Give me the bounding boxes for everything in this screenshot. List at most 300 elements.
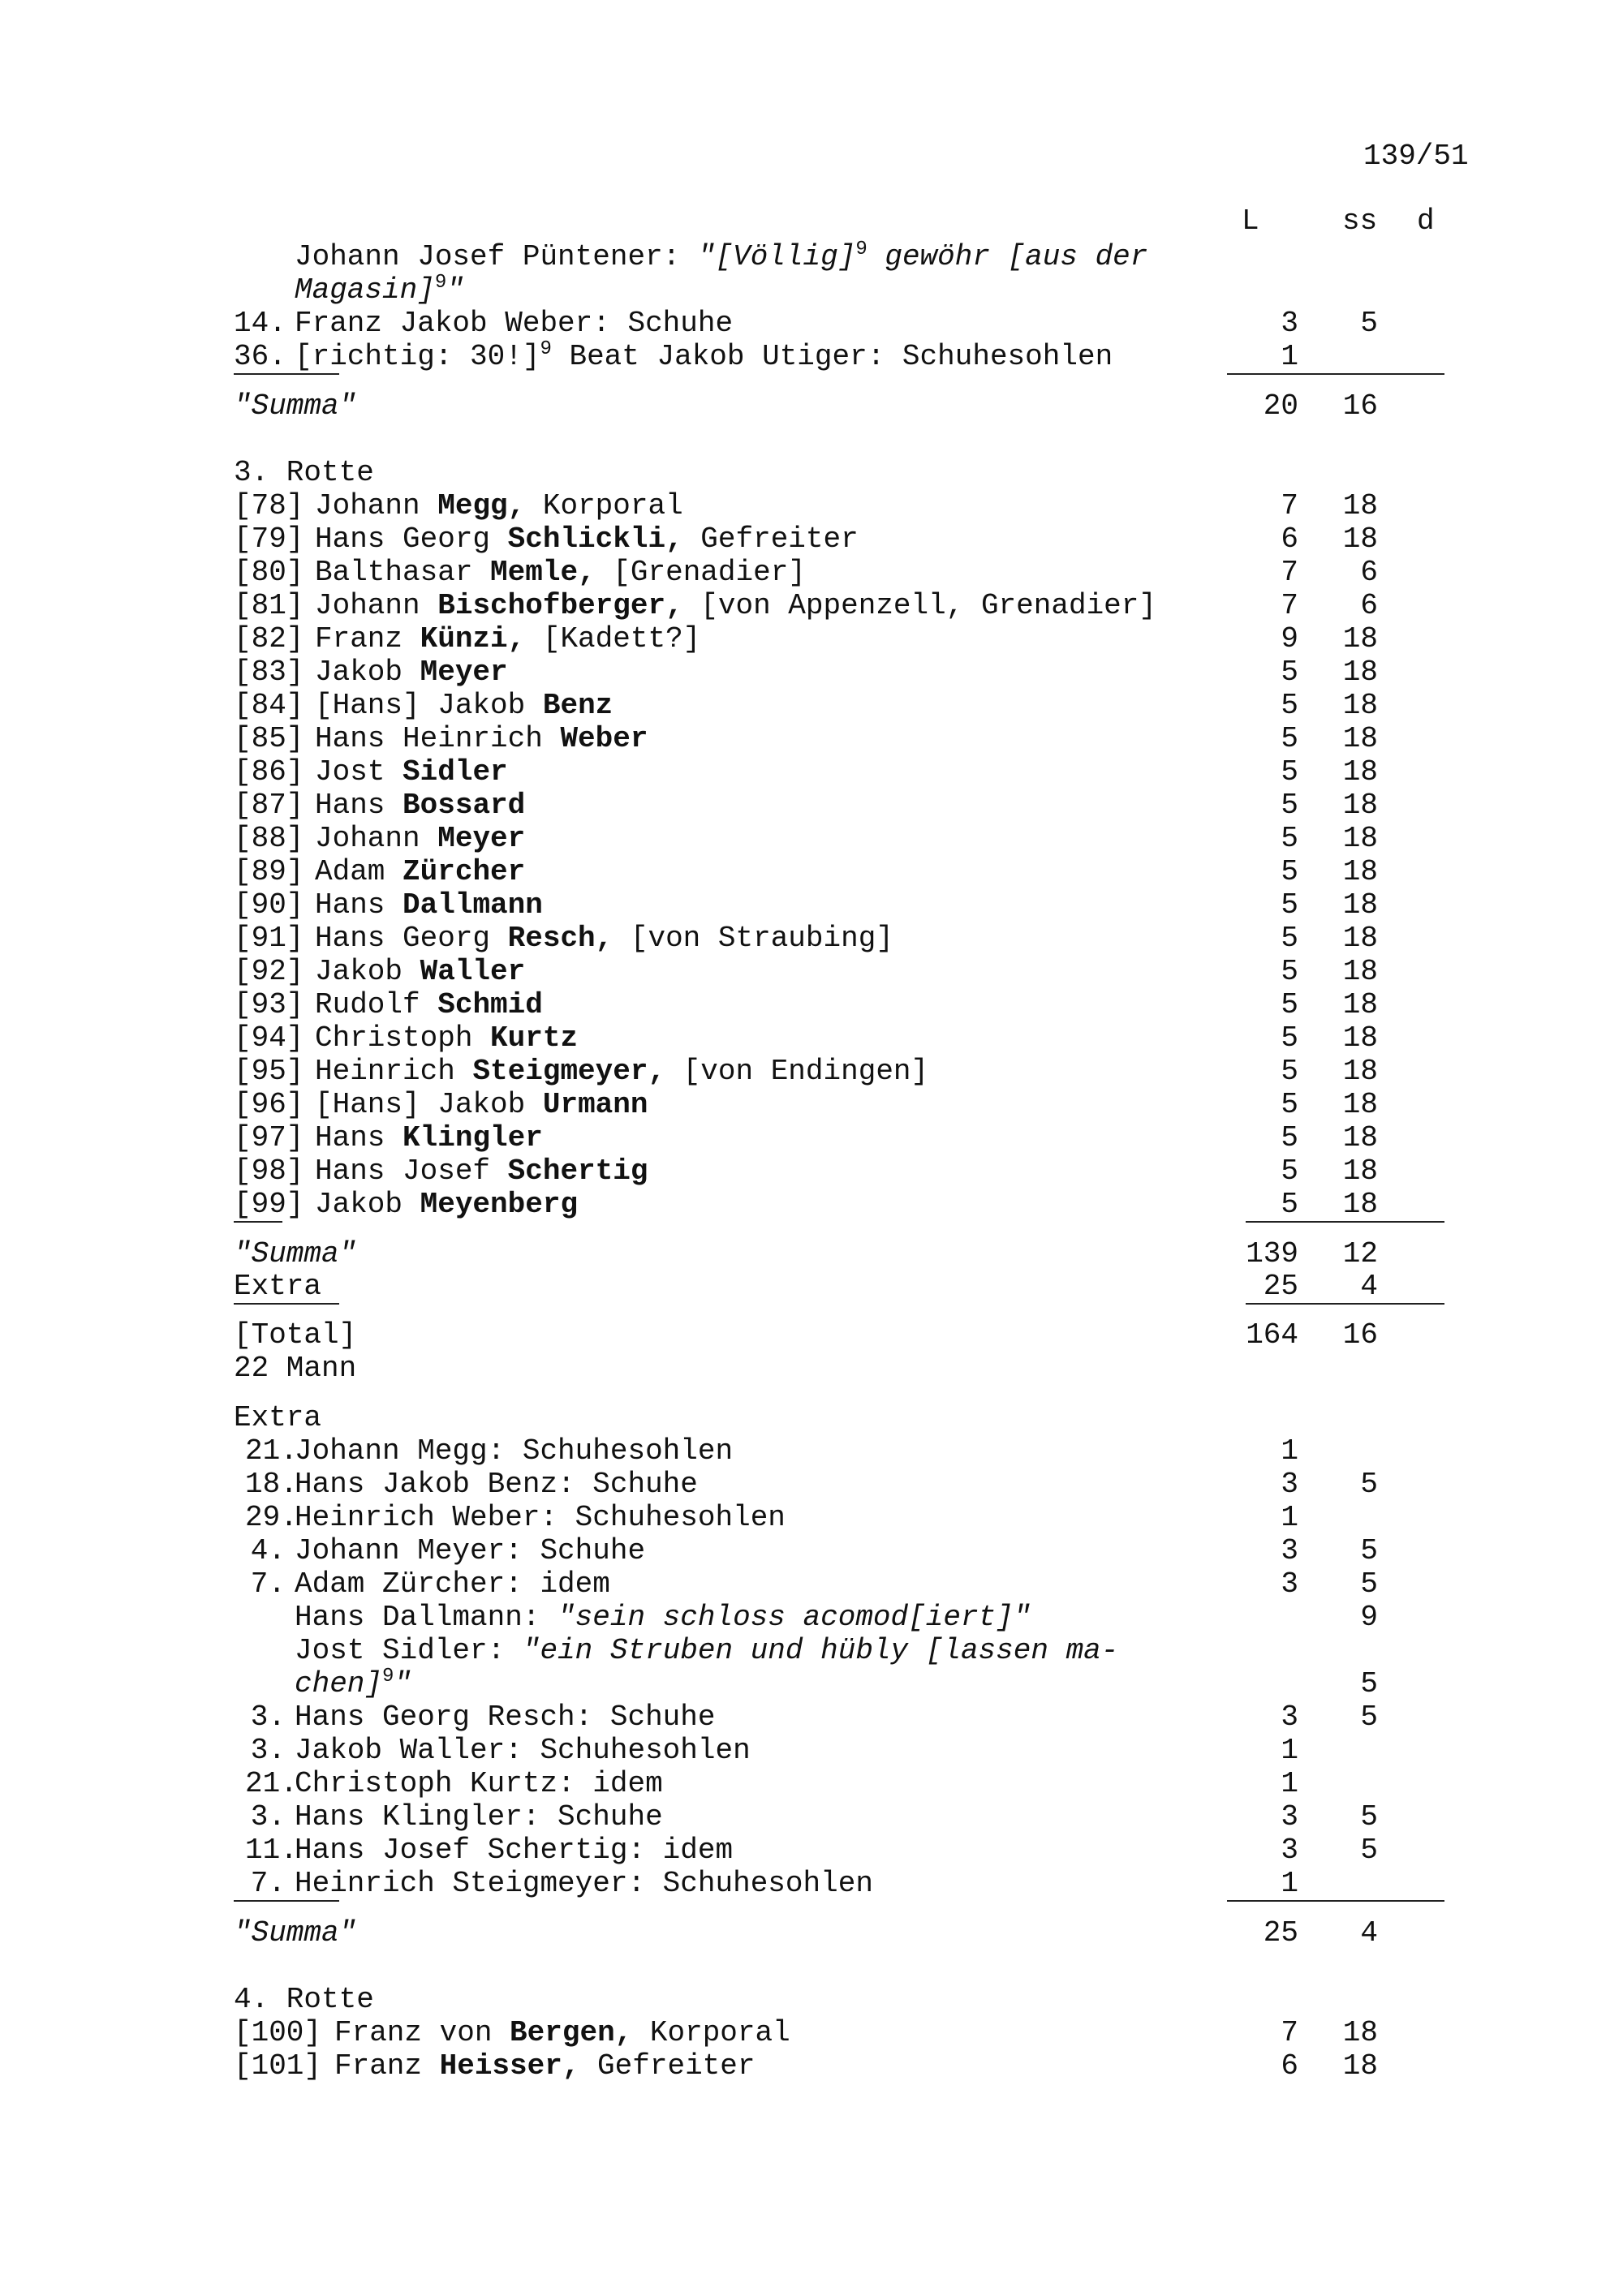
first-name: [Hans] Jakob — [315, 689, 543, 722]
member-note: Korporal — [525, 489, 683, 522]
member-number: [84] — [234, 689, 304, 722]
item-number: 21. — [245, 1767, 298, 1800]
item-text: Christoph Kurtz: idem — [295, 1767, 663, 1800]
member-number: [99] — [234, 1188, 304, 1221]
amount-ss: 18 — [1342, 1121, 1378, 1154]
total-label: [Total] — [234, 1318, 357, 1352]
amount-ss: 5 — [1360, 1834, 1378, 1867]
rule-short — [234, 373, 339, 375]
first-name: [Hans] Jakob — [315, 1088, 543, 1121]
amount-l: 5 — [1281, 689, 1298, 722]
spacer — [0, 422, 1623, 456]
amount-l: 1 — [1281, 1867, 1298, 1900]
first-name: Jost — [315, 755, 403, 789]
item-text: Jakob Waller: Schuhesohlen — [295, 1734, 751, 1767]
surname: Resch, — [507, 922, 613, 955]
amount-ss: 5 — [1360, 1800, 1378, 1834]
column-header-l: L — [1242, 204, 1259, 238]
member-number: [78] — [234, 489, 304, 522]
summa-row — [0, 389, 1623, 422]
item-text: Johann Meyer: Schuhe — [295, 1534, 646, 1567]
footnote-ref: 9 — [855, 239, 867, 260]
member-name — [334, 2049, 756, 2083]
footnote-ref: 9 — [540, 338, 552, 360]
extra-item — [0, 1501, 1623, 1534]
amount-ss: 16 — [1342, 1318, 1378, 1352]
amount-ss: 18 — [1342, 1055, 1378, 1088]
first-name: Jakob — [315, 955, 420, 988]
member-number: [87] — [234, 789, 304, 822]
amount-l: 3 — [1281, 1800, 1298, 1834]
roster-member — [0, 622, 1623, 656]
surname: Sidler — [403, 755, 508, 789]
surname: Steigmeyer, — [472, 1055, 666, 1088]
amount-ss: 4 — [1360, 1916, 1378, 1950]
member-name — [315, 489, 683, 522]
member-name — [315, 822, 525, 855]
item-text: Hans Klingler: Schuhe — [295, 1800, 663, 1834]
item-number: 4. — [250, 1534, 286, 1567]
member-name — [315, 988, 543, 1021]
amount-l: 5 — [1281, 789, 1298, 822]
puentener-entry-line — [0, 273, 1623, 307]
roster-member — [0, 1088, 1623, 1121]
amount-l: 1 — [1281, 1501, 1298, 1534]
amount-l: 5 — [1281, 722, 1298, 755]
member-number: [96] — [234, 1088, 304, 1121]
roster-member — [0, 1055, 1623, 1088]
first-name: Christoph — [315, 1021, 491, 1055]
surname: Dallmann — [403, 888, 543, 922]
first-name: Jakob — [315, 656, 420, 689]
amount-ss: 18 — [1342, 656, 1378, 689]
first-name: Hans — [315, 888, 403, 922]
item-number: 7. — [250, 1567, 286, 1601]
roster-member — [0, 755, 1623, 789]
surname: Schlickli, — [507, 522, 683, 556]
member-number: [89] — [234, 855, 304, 888]
rule-sum — [1227, 373, 1444, 375]
amount-ss: 18 — [1342, 622, 1378, 656]
member-number: [98] — [234, 1154, 304, 1188]
item-text — [295, 1601, 1031, 1634]
amount-l: 7 — [1281, 489, 1298, 522]
member-number: [90] — [234, 888, 304, 922]
item-quote: chen] — [295, 1667, 383, 1701]
item-text — [295, 307, 733, 340]
summa-label — [234, 1237, 356, 1271]
roster-member — [0, 1188, 1623, 1221]
item-text: Hans Josef Schertig: idem — [295, 1834, 734, 1867]
extra-item — [0, 1867, 1623, 1900]
member-note: [Grenadier] — [595, 556, 806, 589]
item-number: 21. — [245, 1434, 298, 1468]
amount-l: 7 — [1281, 556, 1298, 589]
amount-l: 3 — [1281, 1834, 1298, 1867]
member-name — [315, 922, 893, 955]
spacer — [0, 373, 1623, 389]
extra-item — [0, 1601, 1623, 1634]
amount-l: 5 — [1281, 1154, 1298, 1188]
rule-sum — [1227, 1900, 1444, 1902]
surname: Weber — [560, 722, 648, 755]
roster-member — [0, 489, 1623, 522]
amount-ss: 18 — [1342, 489, 1378, 522]
amount-l: 25 — [1263, 1270, 1298, 1303]
entry-text — [295, 240, 1147, 273]
extra-item — [0, 1434, 1623, 1468]
extra-item — [0, 1701, 1623, 1734]
amount-l: 6 — [1281, 522, 1298, 556]
amount-ss: 18 — [1342, 822, 1378, 855]
surname: Benz — [542, 689, 613, 722]
amount-ss: 18 — [1342, 988, 1378, 1021]
member-note: Korporal — [632, 2016, 790, 2049]
roster-member — [0, 1021, 1623, 1055]
first-name: Franz — [315, 622, 420, 656]
amount-ss: 16 — [1342, 389, 1378, 423]
item-quote: "sein schloss acomod[iert]" — [558, 1601, 1031, 1634]
spacer — [0, 1949, 1623, 1983]
item-number: 11. — [245, 1834, 298, 1867]
amount-l: 20 — [1263, 389, 1298, 423]
member-number: [81] — [234, 589, 304, 622]
member-note: [von Straubing] — [613, 922, 893, 955]
member-name — [315, 722, 648, 755]
summa-label-text: "Summa" — [234, 1237, 357, 1271]
item-desc: Beat Jakob Utiger: Schuhesohlen — [551, 340, 1113, 373]
puentener-entry-line — [0, 240, 1623, 273]
rotte-title-text: 4. Rotte — [234, 1983, 374, 2016]
member-name — [315, 888, 543, 922]
entry-name: Johann Josef Püntener: — [295, 240, 698, 273]
rule-short — [234, 1303, 339, 1305]
amount-l: 139 — [1246, 1237, 1298, 1271]
item-name: Hans Dallmann: — [295, 1601, 558, 1634]
first-name: Hans Josef — [315, 1154, 508, 1188]
amount-l: 6 — [1281, 2049, 1298, 2083]
member-number: [86] — [234, 755, 304, 789]
amount-ss: 18 — [1342, 1088, 1378, 1121]
amount-ss: 18 — [1342, 2016, 1378, 2049]
first-name: Franz von — [334, 2016, 510, 2049]
amount-ss: 18 — [1342, 689, 1378, 722]
member-name — [315, 789, 525, 822]
member-name — [315, 755, 508, 789]
footnote-ref: 9 — [434, 272, 447, 294]
amount-l: 3 — [1281, 1468, 1298, 1501]
amount-ss: 5 — [1360, 1567, 1378, 1601]
amount-ss: 6 — [1360, 589, 1378, 622]
amount-l: 164 — [1246, 1318, 1298, 1352]
spacer — [0, 1302, 1623, 1318]
member-number: [92] — [234, 955, 304, 988]
amount-ss: 5 — [1360, 1534, 1378, 1567]
first-name: Hans Georg — [315, 522, 508, 556]
member-number: [94] — [234, 1021, 304, 1055]
member-name — [315, 1055, 928, 1088]
extra-item — [0, 1567, 1623, 1601]
surname: Waller — [420, 955, 526, 988]
rotte-title — [0, 456, 1623, 489]
amount-ss: 18 — [1342, 2049, 1378, 2083]
amount-l: 5 — [1281, 822, 1298, 855]
amount-ss: 6 — [1360, 556, 1378, 589]
roster-member — [0, 822, 1623, 855]
amount-ss: 5 — [1360, 1468, 1378, 1501]
item-text: Hans Georg Resch: Schuhe — [295, 1701, 716, 1734]
item-text — [295, 1634, 1118, 1667]
extra-label: Extra — [234, 1270, 322, 1303]
roster-member — [0, 689, 1623, 722]
roster-member — [0, 589, 1623, 622]
item-number: 14. — [234, 307, 286, 340]
item-number: 3. — [250, 1800, 286, 1834]
member-note: [von Appenzell, Grenadier] — [682, 589, 1156, 622]
page-number: 139/51 — [1363, 140, 1469, 173]
column-header-ss: ss — [1342, 204, 1378, 238]
amount-l: 5 — [1281, 1021, 1298, 1055]
item-number: 29. — [245, 1501, 298, 1534]
extra-title — [0, 1401, 1623, 1434]
amount-ss: 9 — [1360, 1601, 1378, 1634]
first-name: Hans — [315, 789, 403, 822]
amount-l: 25 — [1263, 1916, 1298, 1950]
surname: Zürcher — [403, 855, 526, 888]
surname: Bergen, — [510, 2016, 633, 2049]
entry-quote: " — [446, 273, 464, 307]
entry-quote: gewöhr [aus der — [867, 240, 1148, 273]
member-number: [101] — [234, 2049, 322, 2083]
surname: Meyenberg — [420, 1188, 579, 1221]
extra-row — [0, 1270, 1623, 1302]
extra-item — [0, 340, 1623, 373]
amount-ss: 18 — [1342, 755, 1378, 789]
extra-item — [0, 1767, 1623, 1800]
first-name: Heinrich — [315, 1055, 473, 1088]
ledger-body — [0, 240, 1623, 2083]
item-desc: Franz Jakob Weber: Schuhe — [295, 307, 734, 340]
member-number: [88] — [234, 822, 304, 855]
surname: Bossard — [403, 789, 526, 822]
first-name: Hans Heinrich — [315, 722, 561, 755]
amount-ss: 18 — [1342, 855, 1378, 888]
roster-member — [0, 955, 1623, 988]
item-quote: " — [394, 1667, 412, 1701]
item-text — [295, 340, 1113, 373]
member-name — [315, 1088, 648, 1121]
surname: Schertig — [507, 1154, 648, 1188]
amount-ss: 18 — [1342, 1188, 1378, 1221]
extra-item — [0, 1834, 1623, 1867]
member-name — [315, 955, 525, 988]
roster-member — [0, 789, 1623, 822]
amount-l: 7 — [1281, 589, 1298, 622]
roster-member — [0, 722, 1623, 755]
item-text: Adam Zürcher: idem — [295, 1567, 610, 1601]
amount-l: 9 — [1281, 622, 1298, 656]
surname: Bischofberger, — [437, 589, 683, 622]
amount-ss: 12 — [1342, 1237, 1378, 1271]
first-name: Rudolf — [315, 988, 438, 1021]
amount-ss: 18 — [1342, 955, 1378, 988]
rule-sum — [1246, 1221, 1444, 1223]
amount-ss: 5 — [1360, 1701, 1378, 1734]
amount-ss: 18 — [1342, 722, 1378, 755]
amount-l: 5 — [1281, 955, 1298, 988]
amount-l: 1 — [1281, 1767, 1298, 1800]
item-number: 3. — [250, 1734, 286, 1767]
mann-count: 22 Mann — [234, 1352, 357, 1385]
first-name: Jakob — [315, 1188, 420, 1221]
extra-item — [0, 1667, 1623, 1701]
item-number: 3. — [250, 1701, 286, 1734]
summa-label-text: "Summa" — [234, 1916, 357, 1950]
amount-l: 5 — [1281, 1121, 1298, 1154]
item-text — [295, 1667, 411, 1701]
surname: Meyer — [437, 822, 526, 855]
amount-ss: 18 — [1342, 922, 1378, 955]
item-number: 36. — [234, 340, 286, 373]
footnote-ref: 9 — [382, 1666, 394, 1688]
surname: Schmid — [437, 988, 543, 1021]
extra-item — [0, 307, 1623, 340]
extra-item — [0, 1734, 1623, 1767]
amount-l: 5 — [1281, 988, 1298, 1021]
item-number: 18. — [245, 1468, 298, 1501]
roster-member — [0, 522, 1623, 556]
item-name: Jost Sidler: — [295, 1634, 523, 1667]
member-number: [82] — [234, 622, 304, 656]
first-name: Franz — [334, 2049, 440, 2083]
item-text: Johann Megg: Schuhesohlen — [295, 1434, 734, 1468]
member-name — [315, 689, 613, 722]
roster-member — [0, 2016, 1623, 2049]
amount-l: 5 — [1281, 755, 1298, 789]
item-quote: "ein Struben und hübly [lassen ma- — [522, 1634, 1119, 1667]
roster-member — [0, 988, 1623, 1021]
member-number: [91] — [234, 922, 304, 955]
rotte-title — [0, 1983, 1623, 2016]
amount-l: 5 — [1281, 1088, 1298, 1121]
first-name: Johann — [315, 822, 438, 855]
member-number: [100] — [234, 2016, 322, 2049]
surname: Meyer — [420, 656, 508, 689]
extra-title-text: Extra — [234, 1401, 322, 1434]
member-number: [83] — [234, 656, 304, 689]
mann-row — [0, 1352, 1623, 1385]
amount-ss: 5 — [1360, 307, 1378, 340]
surname: Heisser, — [439, 2049, 580, 2083]
amount-ss: 18 — [1342, 522, 1378, 556]
surname: Megg, — [437, 489, 526, 522]
summa-row — [0, 1916, 1623, 1949]
summa-label — [234, 1916, 356, 1950]
member-name — [315, 1154, 648, 1188]
column-header-d: d — [1417, 204, 1435, 238]
surname: Memle, — [490, 556, 596, 589]
amount-l: 3 — [1281, 1701, 1298, 1734]
member-name — [315, 1121, 543, 1154]
member-name — [315, 622, 700, 656]
member-number: [93] — [234, 988, 304, 1021]
item-text: Hans Jakob Benz: Schuhe — [295, 1468, 698, 1501]
amount-l: 3 — [1281, 307, 1298, 340]
spacer — [0, 1900, 1623, 1916]
entry-quote: "[Völlig] — [697, 240, 856, 273]
total-row — [0, 1318, 1623, 1352]
summa-row — [0, 1237, 1623, 1270]
summa-label-text: "Summa" — [234, 389, 357, 423]
amount-l: 7 — [1281, 2016, 1298, 2049]
extra-item — [0, 1534, 1623, 1567]
entry-text — [295, 273, 464, 307]
member-name — [315, 522, 859, 556]
roster-member — [0, 1121, 1623, 1154]
spacer — [0, 1385, 1623, 1401]
rule-short — [234, 1221, 282, 1223]
item-text: Heinrich Weber: Schuhesohlen — [295, 1501, 786, 1534]
member-number: [79] — [234, 522, 304, 556]
roster-member — [0, 888, 1623, 922]
member-name — [315, 656, 508, 689]
amount-l: 1 — [1281, 1434, 1298, 1468]
member-number: [85] — [234, 722, 304, 755]
member-number: [97] — [234, 1121, 304, 1154]
first-name: Adam — [315, 855, 403, 888]
surname: Urmann — [542, 1088, 648, 1121]
roster-member — [0, 656, 1623, 689]
extra-item — [0, 1800, 1623, 1834]
first-name: Johann — [315, 489, 438, 522]
extra-item — [0, 1634, 1623, 1667]
member-name — [315, 1021, 578, 1055]
amount-l: 5 — [1281, 855, 1298, 888]
item-text: Heinrich Steigmeyer: Schuhesohlen — [295, 1867, 873, 1900]
first-name: Johann — [315, 589, 438, 622]
member-name — [334, 2016, 790, 2049]
amount-l: 5 — [1281, 922, 1298, 955]
amount-l: 5 — [1281, 1055, 1298, 1088]
member-note: [von Endingen] — [665, 1055, 929, 1088]
amount-l: 1 — [1281, 340, 1298, 373]
item-number: 7. — [250, 1867, 286, 1900]
amount-ss: 5 — [1360, 1667, 1378, 1701]
summa-label — [234, 389, 356, 423]
member-name — [315, 855, 525, 888]
amount-l: 5 — [1281, 656, 1298, 689]
amount-l: 1 — [1281, 1734, 1298, 1767]
roster-member — [0, 855, 1623, 888]
amount-ss: 4 — [1360, 1270, 1378, 1303]
item-desc: [richtig: 30!] — [295, 340, 540, 373]
member-note: Gefreiter — [579, 2049, 756, 2083]
entry-quote: Magasin] — [295, 273, 435, 307]
amount-ss: 18 — [1342, 1154, 1378, 1188]
amount-ss: 18 — [1342, 888, 1378, 922]
member-name — [315, 556, 806, 589]
roster-member — [0, 1154, 1623, 1188]
first-name: Balthasar — [315, 556, 491, 589]
member-number: [95] — [234, 1055, 304, 1088]
amount-l: 5 — [1281, 888, 1298, 922]
member-note: Gefreiter — [682, 522, 859, 556]
first-name: Hans Georg — [315, 922, 508, 955]
first-name: Hans — [315, 1121, 403, 1154]
member-name — [315, 589, 1156, 622]
amount-l: 3 — [1281, 1534, 1298, 1567]
surname: Kurtz — [490, 1021, 579, 1055]
